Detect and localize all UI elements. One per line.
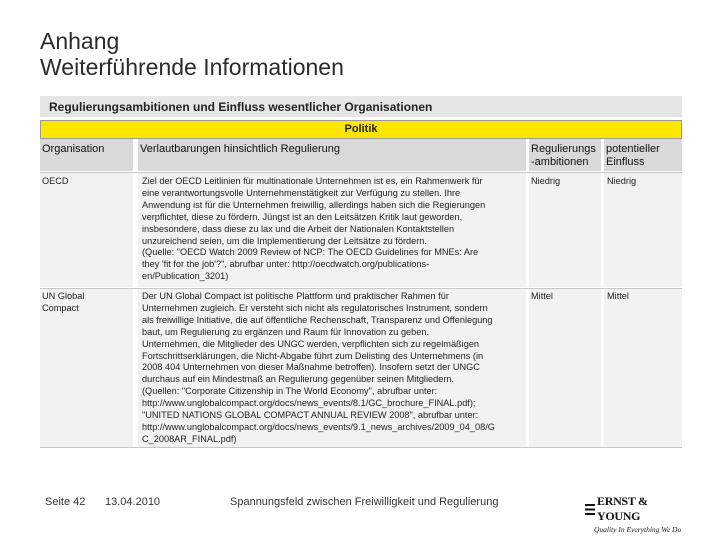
header-organisation-label: Organisation	[42, 143, 105, 155]
statement-line: http://www.unglobalcompact.org/docs/news_events/8.1/GC_brochure_FINAL.pdf);	[142, 398, 476, 409]
statement-line: durchaus auf ein Mindestmaß an Regulierung gegenüber seinen Mitgliedern.	[142, 374, 455, 385]
ey-mark-icon	[585, 504, 595, 515]
statement-line: unzureichend seien, um die Implementierung der Leitsätze zu fördern.	[142, 235, 427, 246]
statement-line: insbesondere, dass diese zu lax und die Arbeit der Nationalen Kontaktstellen	[142, 223, 455, 234]
header-influence-label: potentieller Einfluss	[606, 143, 660, 168]
row2-statement	[142, 291, 495, 446]
row1-influence-cell	[604, 173, 682, 287]
statement-line: baut, um Regulierung zu ergänzen und Raum für Innovation zu geben.	[142, 326, 430, 337]
header-ambitions-label: Regulierungs -ambitionen	[531, 143, 596, 168]
slide-title-line2: Weiterführende Informationen	[40, 54, 344, 80]
statement-line: they 'fit for the job'?", abrufbar unter: http://oecdwatch.org/publications-	[142, 259, 430, 270]
row1-ambition-cell	[529, 173, 601, 287]
row2-influence-cell	[604, 289, 682, 447]
row1-ambitions: Niedrig	[531, 176, 561, 186]
row2-ambitions: Mittel	[531, 291, 553, 301]
statement-line: "UNITED NATIONS GLOBAL COMPACT ANNUAL REVIEW 2008", abrufbar unter:	[142, 410, 479, 421]
statement-line: eine verantwortungsvolle Unternehmenstätigkeit zur Verfügung zu stellen. Ihre	[142, 187, 461, 198]
header-influence	[604, 139, 682, 171]
logo-brand-text: ERNST & YOUNG	[597, 494, 648, 523]
category-bar	[40, 120, 682, 139]
logo-wordmark	[585, 494, 685, 524]
statement-line: 2008 404 Unternehmen von dieser Maßnahme betroffen). Insofern setzt der UNGC	[142, 362, 480, 373]
row1-statement	[142, 176, 485, 283]
statement-line: Unternehmen, die Mitglieder des UNGC werden, verpflichten sich zu regelmäßigen	[142, 338, 480, 349]
row2-ambition-cell	[529, 289, 601, 447]
statement-line: Ziel der OECD Leitlinien für multinationale Unternehmen ist es, ein Rahmenwerk für	[142, 176, 483, 186]
row1-organisation: OECD	[42, 176, 69, 186]
row2-organisation: UN Global Compact	[42, 291, 85, 313]
statement-line: (Quelle: "OECD Watch 2009 Review of NCP: The OECD Guidelines for MNEs: Are	[142, 247, 479, 258]
statement-line: en/Publication_3201)	[142, 271, 229, 282]
section-title: Regulierungsambitionen und Einfluss wesentlicher Organisationen	[49, 100, 433, 114]
row2-influence: Mittel	[607, 291, 629, 301]
row-divider	[40, 172, 682, 173]
category-label: Politik	[344, 123, 378, 135]
row-divider	[40, 447, 682, 448]
footer-subject: Spannungsfeld zwischen Freiwilligkeit und Regulierung	[230, 496, 499, 508]
statement-line: C_2008AR_FINAL.pdf)	[142, 433, 237, 444]
logo-tagline: Quality In Everything We Do	[594, 525, 682, 534]
slide-title-line1: Anhang	[40, 28, 120, 54]
header-organisation	[40, 139, 133, 171]
statement-line: als freiwillige Initiative, die auf öffentliche Rechenschaft, Transparenz und Offenlegung	[142, 314, 493, 325]
header-statements-label: Verlautbarungen hinsichtlich Regulierung	[140, 143, 340, 155]
row1-org-cell	[40, 173, 133, 287]
page-number: Seite 42	[45, 496, 86, 508]
statement-line: http://www.unglobalcompact.org/docs/news_events/9.1_news_archives/2009_04_08/G	[142, 421, 495, 432]
header-statements	[138, 139, 526, 171]
statement-line: verpflichtet, diese zu fördern. Jüngst ist an den Leitsätzen Kritik laut geworden,	[142, 211, 463, 222]
slide-title	[40, 28, 344, 80]
row-divider	[40, 288, 682, 289]
footer-date: 13.04.2010	[105, 496, 161, 508]
statement-line: Der UN Global Compact ist politische Plattform und praktischer Rahmen für	[142, 291, 449, 301]
section-header-bar	[40, 96, 682, 117]
company-logo	[585, 494, 685, 534]
statement-line: (Quellen: "Corporate Citizenship in The World Economy", abrufbar unter:	[142, 386, 438, 397]
statement-line: Fortschrittserklärungen, die Nicht-Abgabe führt zum Delisting des Unternehmens (in	[142, 350, 484, 361]
header-ambitions	[529, 139, 601, 171]
row1-influence: Niedrig	[607, 176, 637, 186]
statement-line: Anwendung ist für die Unternehmen freiwillig, allerdings haben sich die Regierungen	[142, 199, 486, 210]
statement-line: Unternehmen zugleich. Er versteht sich nicht als regulatorisches Instrument, sondern	[142, 302, 488, 313]
